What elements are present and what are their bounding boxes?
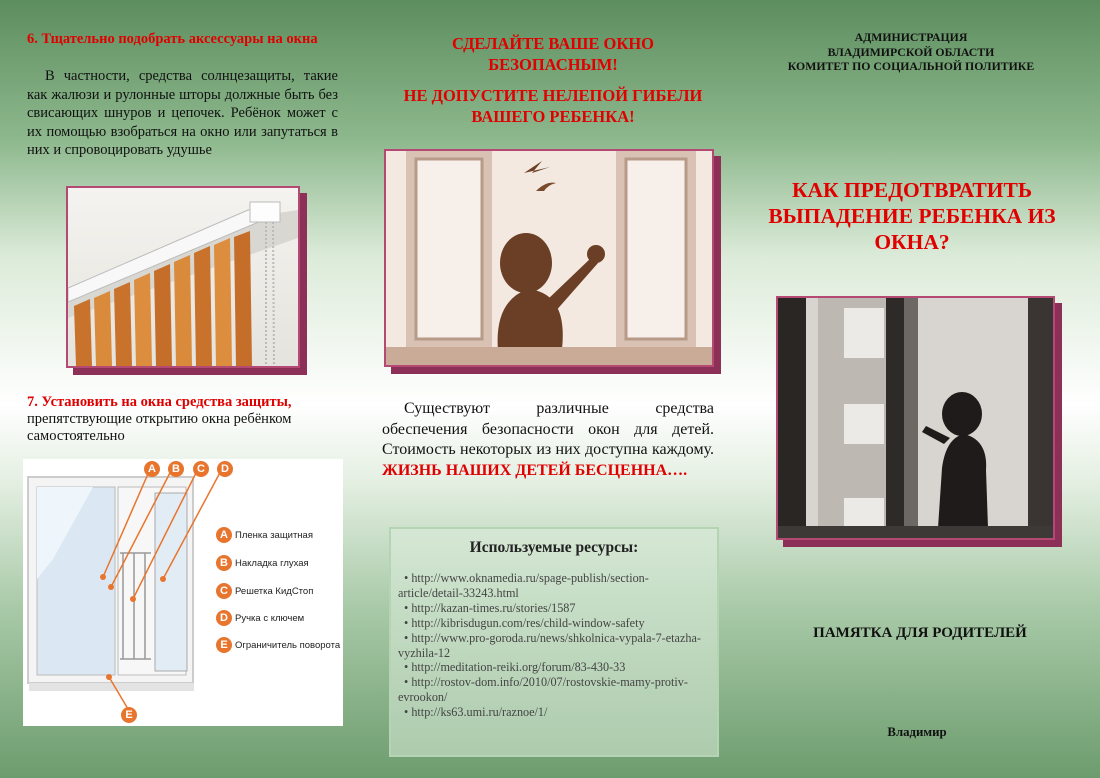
legend-item-d: D Ручка с ключем — [216, 610, 304, 628]
blinds-photo — [66, 186, 300, 368]
slogan-safe-window: СДЕЛАЙТЕ ВАШЕ ОКНО БЕЗОПАСНЫМ! — [451, 34, 654, 74]
section-7-title: 7. Установить на окна средства защиты, — [27, 394, 292, 410]
child-at-window-photo — [384, 149, 714, 367]
resources-box — [389, 527, 719, 757]
resource-link[interactable]: • http://meditation-reiki.org/forum/83-430-33 — [398, 660, 708, 675]
resources-list — [398, 571, 708, 720]
priceless-slogan: ЖИЗНЬ НАШИХ ДЕТЕЙ БЕСЦЕННА…. — [382, 461, 688, 479]
resources-title: Используемые ресурсы: — [469, 539, 639, 556]
resource-link[interactable]: • http://www.pro-goroda.ru/news/shkolnica-vypala-7-etazha-vyzhila-12 — [398, 631, 708, 661]
point-e-marker: E — [121, 707, 137, 723]
city-name: Владимир — [887, 725, 947, 739]
brochure-title: КАК ПРЕДОТВРАТИТЬ ВЫПАДЕНИЕ РЕБЕНКА ИЗ ОКНА? — [768, 178, 1056, 254]
section-6-text: В частности, средства солнцезащиты, такие как жалюзи и рулонные шторы должные быть без свисающих шнуров и цепочек. Ребёнок может с их помощью взобраться на окно или запутаться в них и спровоцировать удушье — [27, 68, 338, 158]
point-d-marker: D — [217, 461, 233, 477]
resource-link[interactable]: • http://rostov-dom.info/2010/07/rostovskie-mamy-protiv-evrookon/ — [398, 675, 708, 705]
section-7-text: препятствующие открытию окна ребёнком самостоятельно — [27, 411, 292, 444]
point-b-marker: B — [168, 461, 184, 477]
point-c-marker: C — [193, 461, 209, 477]
slogan-prevent-death: НЕ ДОПУСТИТЕ НЕЛЕПОЙ ГИБЕЛИ ВАШЕГО РЕБЕНКА! — [403, 86, 703, 126]
point-a-marker: A — [144, 461, 160, 477]
child-window-photo-bw — [776, 296, 1055, 540]
window-protection-diagram — [23, 459, 343, 726]
legend-item-a: A Пленка защитная — [216, 527, 313, 545]
legend-item-c: C Решетка КидСтоп — [216, 583, 313, 601]
memo-for-parents: ПАМЯТКА ДЛЯ РОДИТЕЛЕЙ — [813, 625, 1027, 641]
safety-body-text: Существуют различные средства обеспечения безопасности окон для детей. Стоимость некоторых из них доступна каждому. ЖИЗНЬ НАШИХ ДЕТЕЙ БЕСЦЕННА…. — [382, 400, 714, 479]
resource-link[interactable]: • http://www.oknamedia.ru/spage-publish/section-article/detail-33243.html — [398, 571, 708, 601]
legend-item-b: B Накладка глухая — [216, 555, 309, 573]
organization-header: АДМИНИСТРАЦИЯ ВЛАДИМИРСКОЙ ОБЛАСТИ КОМИТЕТ ПО СОЦИАЛЬНОЙ ПОЛИТИКЕ — [787, 30, 1035, 73]
resource-link[interactable]: • http://kibrisdugun.com/res/child-window-safety — [398, 616, 708, 631]
section-7 — [27, 394, 338, 445]
legend-item-e: E Ограничитель поворота — [216, 637, 340, 655]
resource-link[interactable]: • http://ks63.umi.ru/raznoe/1/ — [398, 705, 708, 720]
section-6-title: 6. Тщательно подобрать аксессуары на окна — [27, 31, 318, 47]
resource-link[interactable]: • http://kazan-times.ru/stories/1587 — [398, 601, 708, 616]
